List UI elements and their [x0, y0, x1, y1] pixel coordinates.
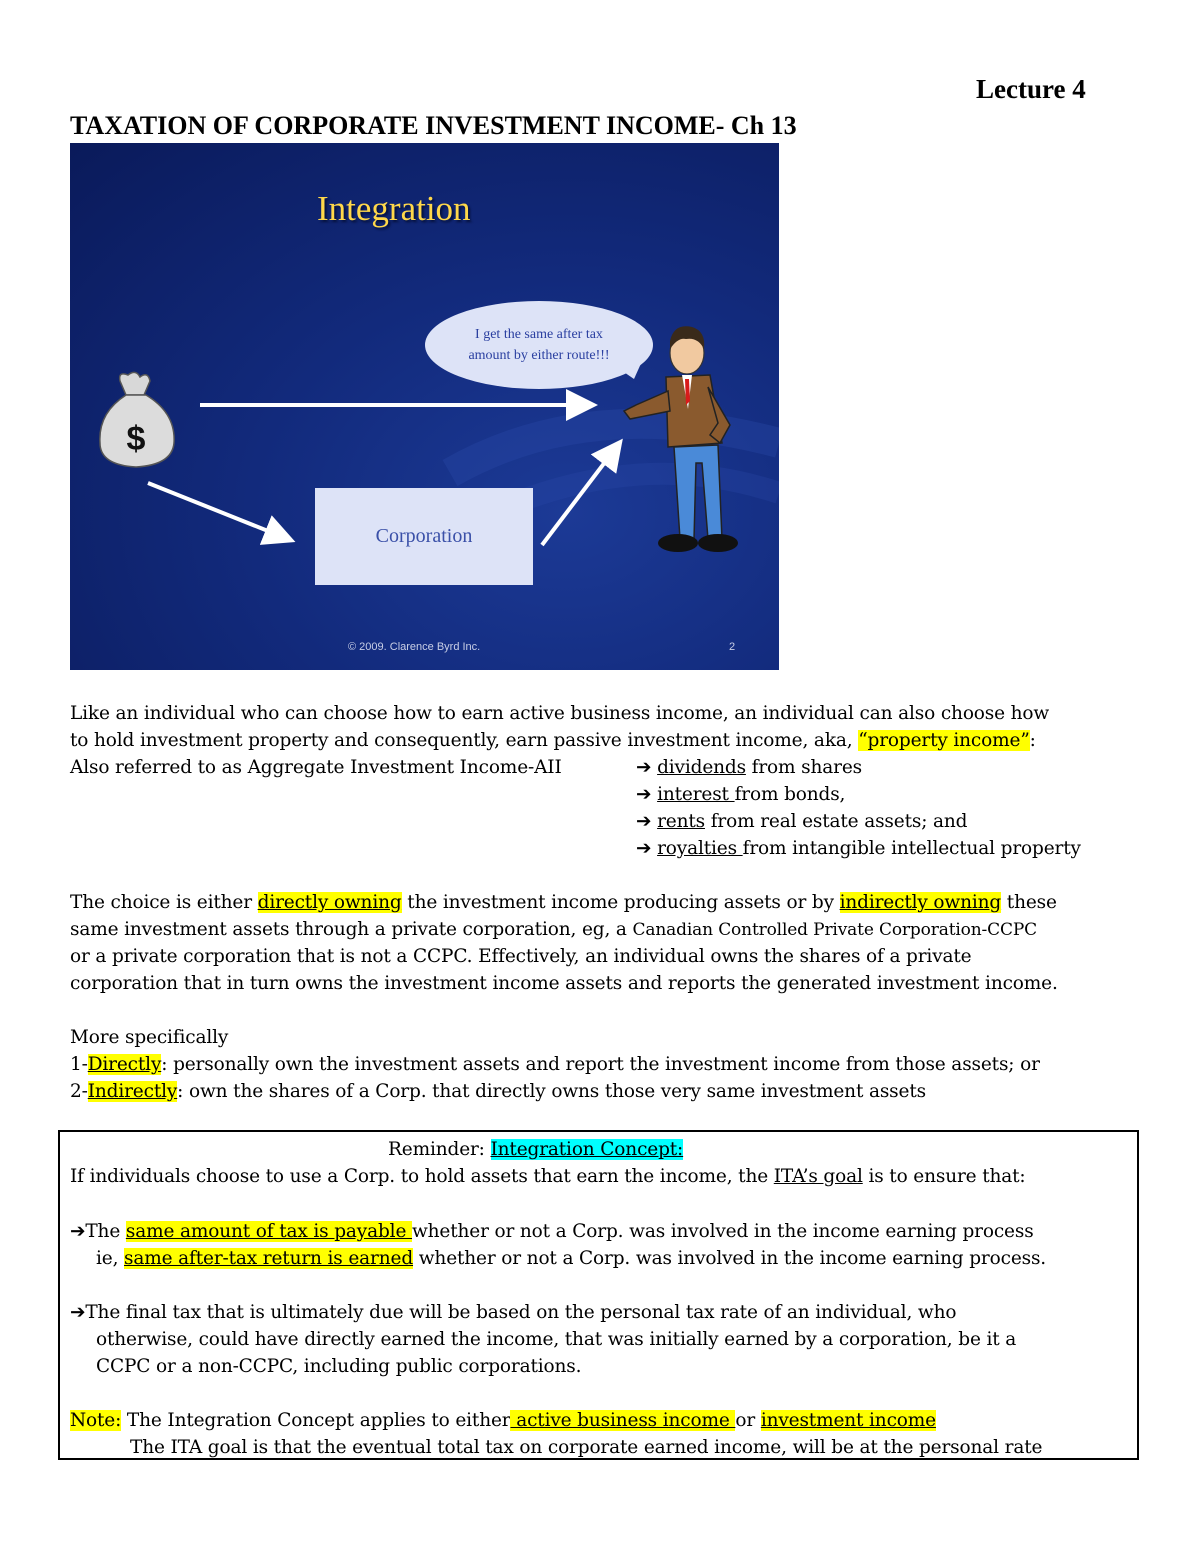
choice-line-1 — [70, 889, 1057, 916]
investment-income-highlight: investment income — [760, 1410, 936, 1431]
integration-slide — [70, 143, 779, 670]
reminder-text: is to ensure that: — [862, 1166, 1026, 1187]
list-term: royalties — [657, 838, 743, 859]
arrow-icon: ➔ — [636, 757, 652, 778]
reminder-text: If individuals choose to use a Corp. to hold assets that earn the income, the — [70, 1166, 774, 1187]
arrow-icon: ➔ — [70, 1221, 86, 1242]
reminder-point-2b: otherwise, could have directly earned the income, that was initially earned by a corporation, be it a — [96, 1329, 1017, 1350]
reminder-text: The Integration Concept applies to either — [121, 1410, 511, 1431]
choice-line-2 — [70, 916, 1037, 944]
slide-page-number: 2 — [729, 641, 736, 653]
reminder-point-1 — [70, 1218, 1034, 1245]
specific-text: : personally own the investment assets and report the investment income from those assets; or — [161, 1054, 1040, 1075]
specific-line-2 — [70, 1078, 926, 1105]
reminder-heading — [388, 1136, 683, 1163]
active-business-income-highlight: active business income — [510, 1410, 736, 1431]
specific-text: : own the shares of a Corp. that directly owns those very same investment assets — [177, 1081, 926, 1102]
reminder-box — [58, 1130, 1139, 1460]
specific-line-1 — [70, 1051, 1040, 1078]
reminder-label: Reminder: — [388, 1139, 491, 1160]
choice-text: The choice is either — [70, 892, 258, 913]
reminder-text: whether or not a Corp. was involved in the income earning process. — [413, 1248, 1047, 1269]
reminder-intro — [70, 1163, 1026, 1190]
reminder-point-1b — [96, 1245, 1046, 1272]
choice-text: the investment income producing assets or by — [401, 892, 840, 913]
reminder-text: ie, — [96, 1248, 125, 1269]
reminder-note — [70, 1407, 936, 1434]
reminder-note-last: The ITA goal is that the eventual total tax on corporate earned income, will be at the personal rate — [130, 1437, 1043, 1458]
directly-owning-highlight: directly owning — [257, 892, 402, 913]
directly-highlight: Directly — [87, 1054, 162, 1075]
choice-text: same investment assets through a private corporation, eg, a — [70, 919, 633, 940]
same-return-highlight: same after-tax return is earned — [124, 1248, 414, 1269]
list-item — [636, 781, 845, 808]
intro-colon: : — [1029, 730, 1036, 751]
arrow-icon: ➔ — [636, 811, 652, 832]
choice-text: these — [1001, 892, 1057, 913]
same-tax-highlight: same amount of tax is payable — [125, 1221, 412, 1242]
list-term: interest — [657, 784, 735, 805]
arrow-icon: ➔ — [70, 1302, 86, 1323]
list-text: from intangible intellectual property — [742, 838, 1081, 859]
slide-copyright: © 2009. Clarence Byrd Inc. — [348, 641, 481, 653]
intro-line-3: Also referred to as Aggregate Investment Income-AII — [70, 757, 562, 778]
choice-line-4: corporation that in turn owns the investment income assets and reports the generated investment income. — [70, 973, 1058, 994]
to-corp-arrow-icon — [148, 483, 288, 539]
list-text: from bonds, — [734, 784, 846, 805]
list-term: rents — [657, 811, 705, 832]
corporation-box: Corporation — [315, 488, 533, 585]
reminder-text: or — [735, 1410, 761, 1431]
list-text: from shares — [745, 757, 862, 778]
slide-title: Integration — [317, 189, 471, 228]
ita-goal-term: ITA’s goal — [773, 1166, 863, 1187]
reminder-text: The — [85, 1221, 126, 1242]
bubble-text: I get the same after tax amount by either route!!! — [468, 327, 610, 363]
item-number: 1- — [70, 1054, 88, 1075]
specific-heading: More specifically — [70, 1027, 229, 1048]
reminder-text: The final tax that is ultimately due will be based on the personal tax rate of an individual, who — [85, 1302, 957, 1323]
reminder-point-2 — [70, 1299, 956, 1326]
reminder-point-2c: CCPC or a non-CCPC, including public corporations. — [96, 1356, 582, 1377]
list-text: from real estate assets; and — [704, 811, 968, 832]
note-label: Note: — [70, 1410, 122, 1431]
lecture-label: Lecture 4 — [976, 74, 1086, 104]
intro-line-1: Like an individual who can choose how to earn active business income, an individual can also choose how — [70, 703, 1050, 724]
list-term: dividends — [657, 757, 746, 778]
list-item — [636, 808, 967, 835]
page-title: TAXATION OF CORPORATE INVESTMENT INCOME- Ch 13 — [70, 111, 797, 140]
ccpc-term: Canadian Controlled Private Corporation-CCPC — [632, 920, 1037, 940]
choice-line-3: or a private corporation that is not a CCPC. Effectively, an individual owns the shares of a private — [70, 946, 972, 967]
integration-concept-highlight: Integration Concept: — [490, 1139, 684, 1160]
speech-bubble — [425, 301, 653, 389]
indirectly-owning-highlight: indirectly owning — [839, 892, 1002, 913]
indirectly-highlight: Indirectly — [87, 1081, 178, 1102]
list-item — [636, 754, 862, 781]
money-bag-symbol: $ — [126, 420, 146, 458]
list-item — [636, 835, 1081, 862]
item-number: 2- — [70, 1081, 88, 1102]
reminder-text: whether or not a Corp. was involved in the income earning process — [411, 1221, 1034, 1242]
property-income-highlight: “property income” — [858, 730, 1030, 751]
intro-text: to hold investment property and consequently, earn passive investment income, aka, — [70, 730, 859, 751]
intro-line-2 — [70, 727, 1036, 754]
arrow-icon: ➔ — [636, 784, 652, 805]
arrow-icon: ➔ — [636, 838, 652, 859]
money-bag-icon — [100, 372, 174, 467]
